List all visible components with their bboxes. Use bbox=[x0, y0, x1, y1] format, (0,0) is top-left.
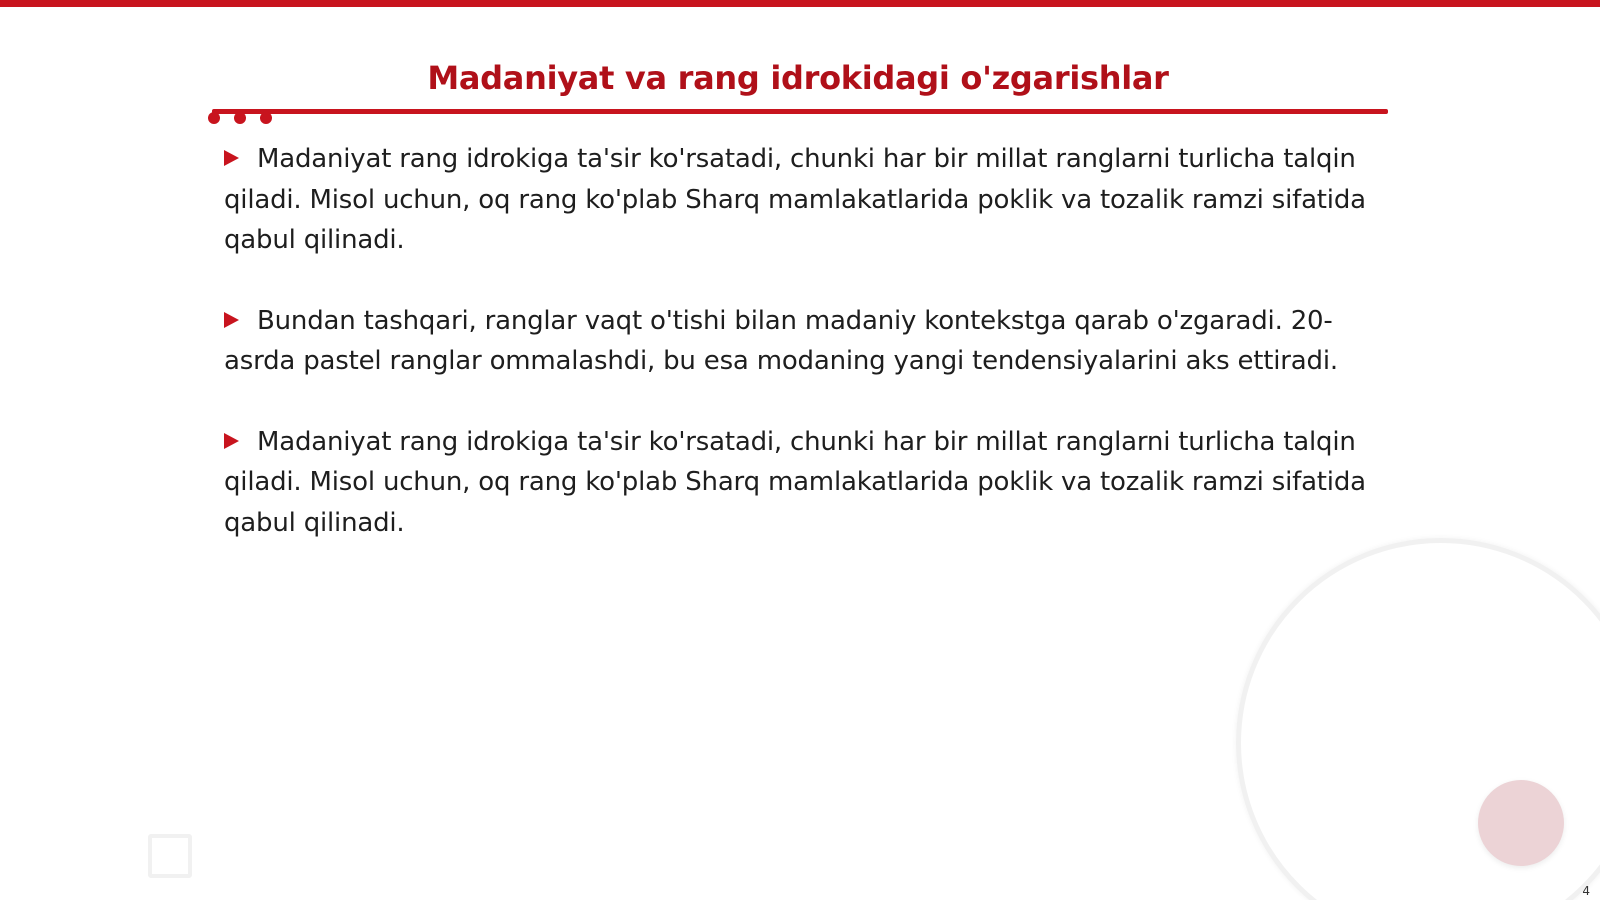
slide-title: Madaniyat va rang idrokidagi o'zgarishlar bbox=[427, 59, 1169, 97]
bullet-text: Madaniyat rang idrokiga ta'sir ko'rsatadi, chunki har bir millat ranglarni turlicha talqin qiladi. Misol uchun, oq rang ko'plab Sharq mamlakatlarida poklik va tozalik ramzi sifatida qabul qilinadi. bbox=[224, 426, 1366, 538]
top-accent-bar bbox=[0, 0, 1600, 7]
title-underline bbox=[212, 109, 1388, 114]
triangle-right-icon bbox=[224, 312, 239, 328]
page-number: 4 bbox=[1582, 884, 1590, 898]
bullet-list bbox=[224, 139, 1389, 583]
bullet-text: Bundan tashqari, ranglar vaqt o'tishi bilan madaniy kontekstga qarab o'zgaradi. 20-asrda pastel ranglar ommalashdi, bu esa modaning yangi tendensiyalarini aks ettiradi. bbox=[224, 305, 1338, 376]
decorative-dot bbox=[260, 112, 272, 124]
decorative-dot bbox=[208, 112, 220, 124]
decorative-pink-circle bbox=[1478, 780, 1564, 866]
decorative-dot bbox=[234, 112, 246, 124]
triangle-right-icon bbox=[224, 150, 239, 166]
bullet-item bbox=[224, 422, 1389, 544]
bullet-item bbox=[224, 139, 1389, 261]
decorative-square bbox=[148, 834, 192, 878]
bullet-text: Madaniyat rang idrokiga ta'sir ko'rsatadi, chunki har bir millat ranglarni turlicha talqin qiladi. Misol uchun, oq rang ko'plab Sharq mamlakatlarida poklik va tozalik ramzi sifatida qabul qilinadi. bbox=[224, 144, 1366, 255]
triangle-right-icon bbox=[224, 433, 239, 449]
bullet-item bbox=[224, 301, 1389, 382]
